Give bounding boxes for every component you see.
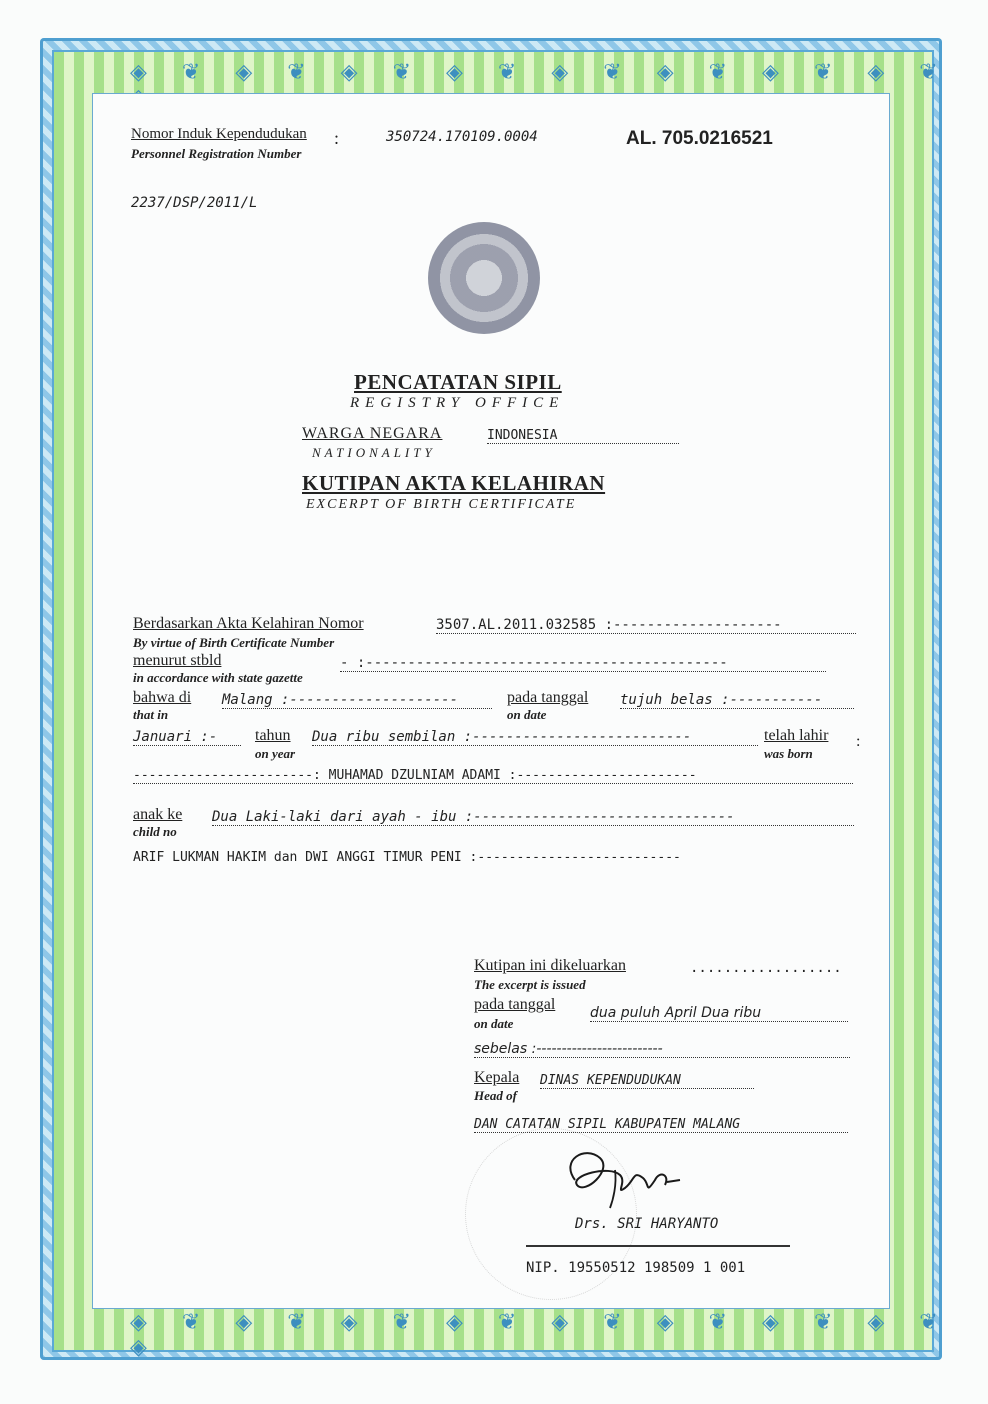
date-label: pada tanggal [507, 689, 589, 706]
child-no-label-en: child no [133, 824, 177, 839]
signature-line [526, 1245, 790, 1247]
nationality-value: INDONESIA [487, 428, 679, 444]
issue-date-label-en: on date [474, 1016, 514, 1031]
issue-date-label: pada tanggal [474, 996, 556, 1013]
document-title-en: EXCERPT OF BIRTH CERTIFICATE [306, 497, 577, 512]
office-title: PENCATATAN SIPIL [354, 370, 562, 394]
head-label-en: Head of [474, 1088, 517, 1103]
certificate-number: 3507.AL.2011.032585 :-------------------- [436, 617, 856, 634]
child-order-parents: Dua Laki-laki dari ayah - ibu :------------------------------- [212, 809, 854, 826]
born-label: telah lahir [764, 727, 829, 744]
issue-date: dua puluh April Dua ribu [590, 1005, 848, 1022]
emblem-seal-icon [428, 222, 540, 334]
born-label-en: was born [764, 746, 813, 761]
birth-month: Januari :- [133, 729, 241, 746]
year-label: tahun [255, 727, 291, 744]
nationality-label: WARGA NEGARA [302, 425, 443, 442]
virtue-label-en: By virtue of Birth Certificate Number [133, 635, 335, 650]
birth-place: Malang :-------------------- [222, 692, 492, 709]
head-label: Kepala [474, 1069, 520, 1086]
stbld-label: menurut stbld [133, 652, 222, 669]
head-office-2: DAN CATATAN SIPIL KABUPATEN MALANG [474, 1117, 848, 1133]
date-label-en: on date [507, 707, 547, 722]
nik-colon: : [334, 128, 340, 148]
signer-name: Drs. SRI HARYANTO [575, 1216, 719, 1232]
birth-year: Dua ribu sembilan :-------------------------- [312, 729, 758, 746]
issue-year: sebelas :------------------------- [474, 1041, 850, 1058]
border-ornament-icon: ◈ ❦ ◈ ❦ ◈ ❦ ◈ ❦ ◈ ❦ ◈ ❦ ◈ ❦ ◈ ❦ [130, 60, 952, 85]
office-title-en: REGISTRY OFFICE [350, 395, 565, 411]
year-label-en: on year [255, 746, 296, 761]
issued-label: Kutipan ini dikeluarkan [474, 957, 626, 974]
birth-date: tujuh belas :----------- [620, 692, 854, 709]
place-label-en: that in [133, 707, 169, 722]
parents-names: ARIF LUKMAN HAKIM dan DWI ANGGI TIMUR PENI :-------------------------- [133, 850, 681, 865]
nik-label: Nomor Induk Kependudukan [131, 126, 307, 142]
stbld-value: - :------------------------------------------- [340, 655, 826, 672]
stbld-label-en: in accordance with state gazette [133, 670, 303, 685]
serial-number: AL. 705.0216521 [626, 128, 773, 149]
head-office: DINAS KEPENDUDUKAN [540, 1073, 754, 1089]
issued-label-en: The excerpt is issued [474, 977, 586, 992]
document-title: KUTIPAN AKTA KELAHIRAN [302, 471, 606, 495]
place-label: bahwa di [133, 689, 192, 706]
virtue-label: Berdasarkan Akta Kelahiran Nomor [133, 615, 364, 632]
signature-icon [555, 1140, 705, 1210]
issued-dots: .................. [690, 960, 842, 976]
nik-value: 350724.170109.0004 [386, 129, 538, 145]
signer-nip: NIP. 19550512 198509 1 001 [526, 1260, 746, 1276]
nationality-en: NATIONALITY [312, 445, 436, 460]
child-name: -----------------------: MUHAMAD DZULNIAM ADAMI :----------------------- [133, 768, 853, 784]
border-ornament-icon: ◈ ❦ ◈ ❦ ◈ ❦ ◈ ❦ ◈ ❦ ◈ ❦ ◈ ❦ ◈ ❦ ◈ [130, 1310, 952, 1360]
born-colon: : [856, 733, 861, 750]
nik-label-en: Personnel Registration Number [131, 146, 302, 161]
child-no-label: anak ke [133, 806, 183, 823]
registration-code: 2237/DSP/2011/L [131, 195, 258, 211]
